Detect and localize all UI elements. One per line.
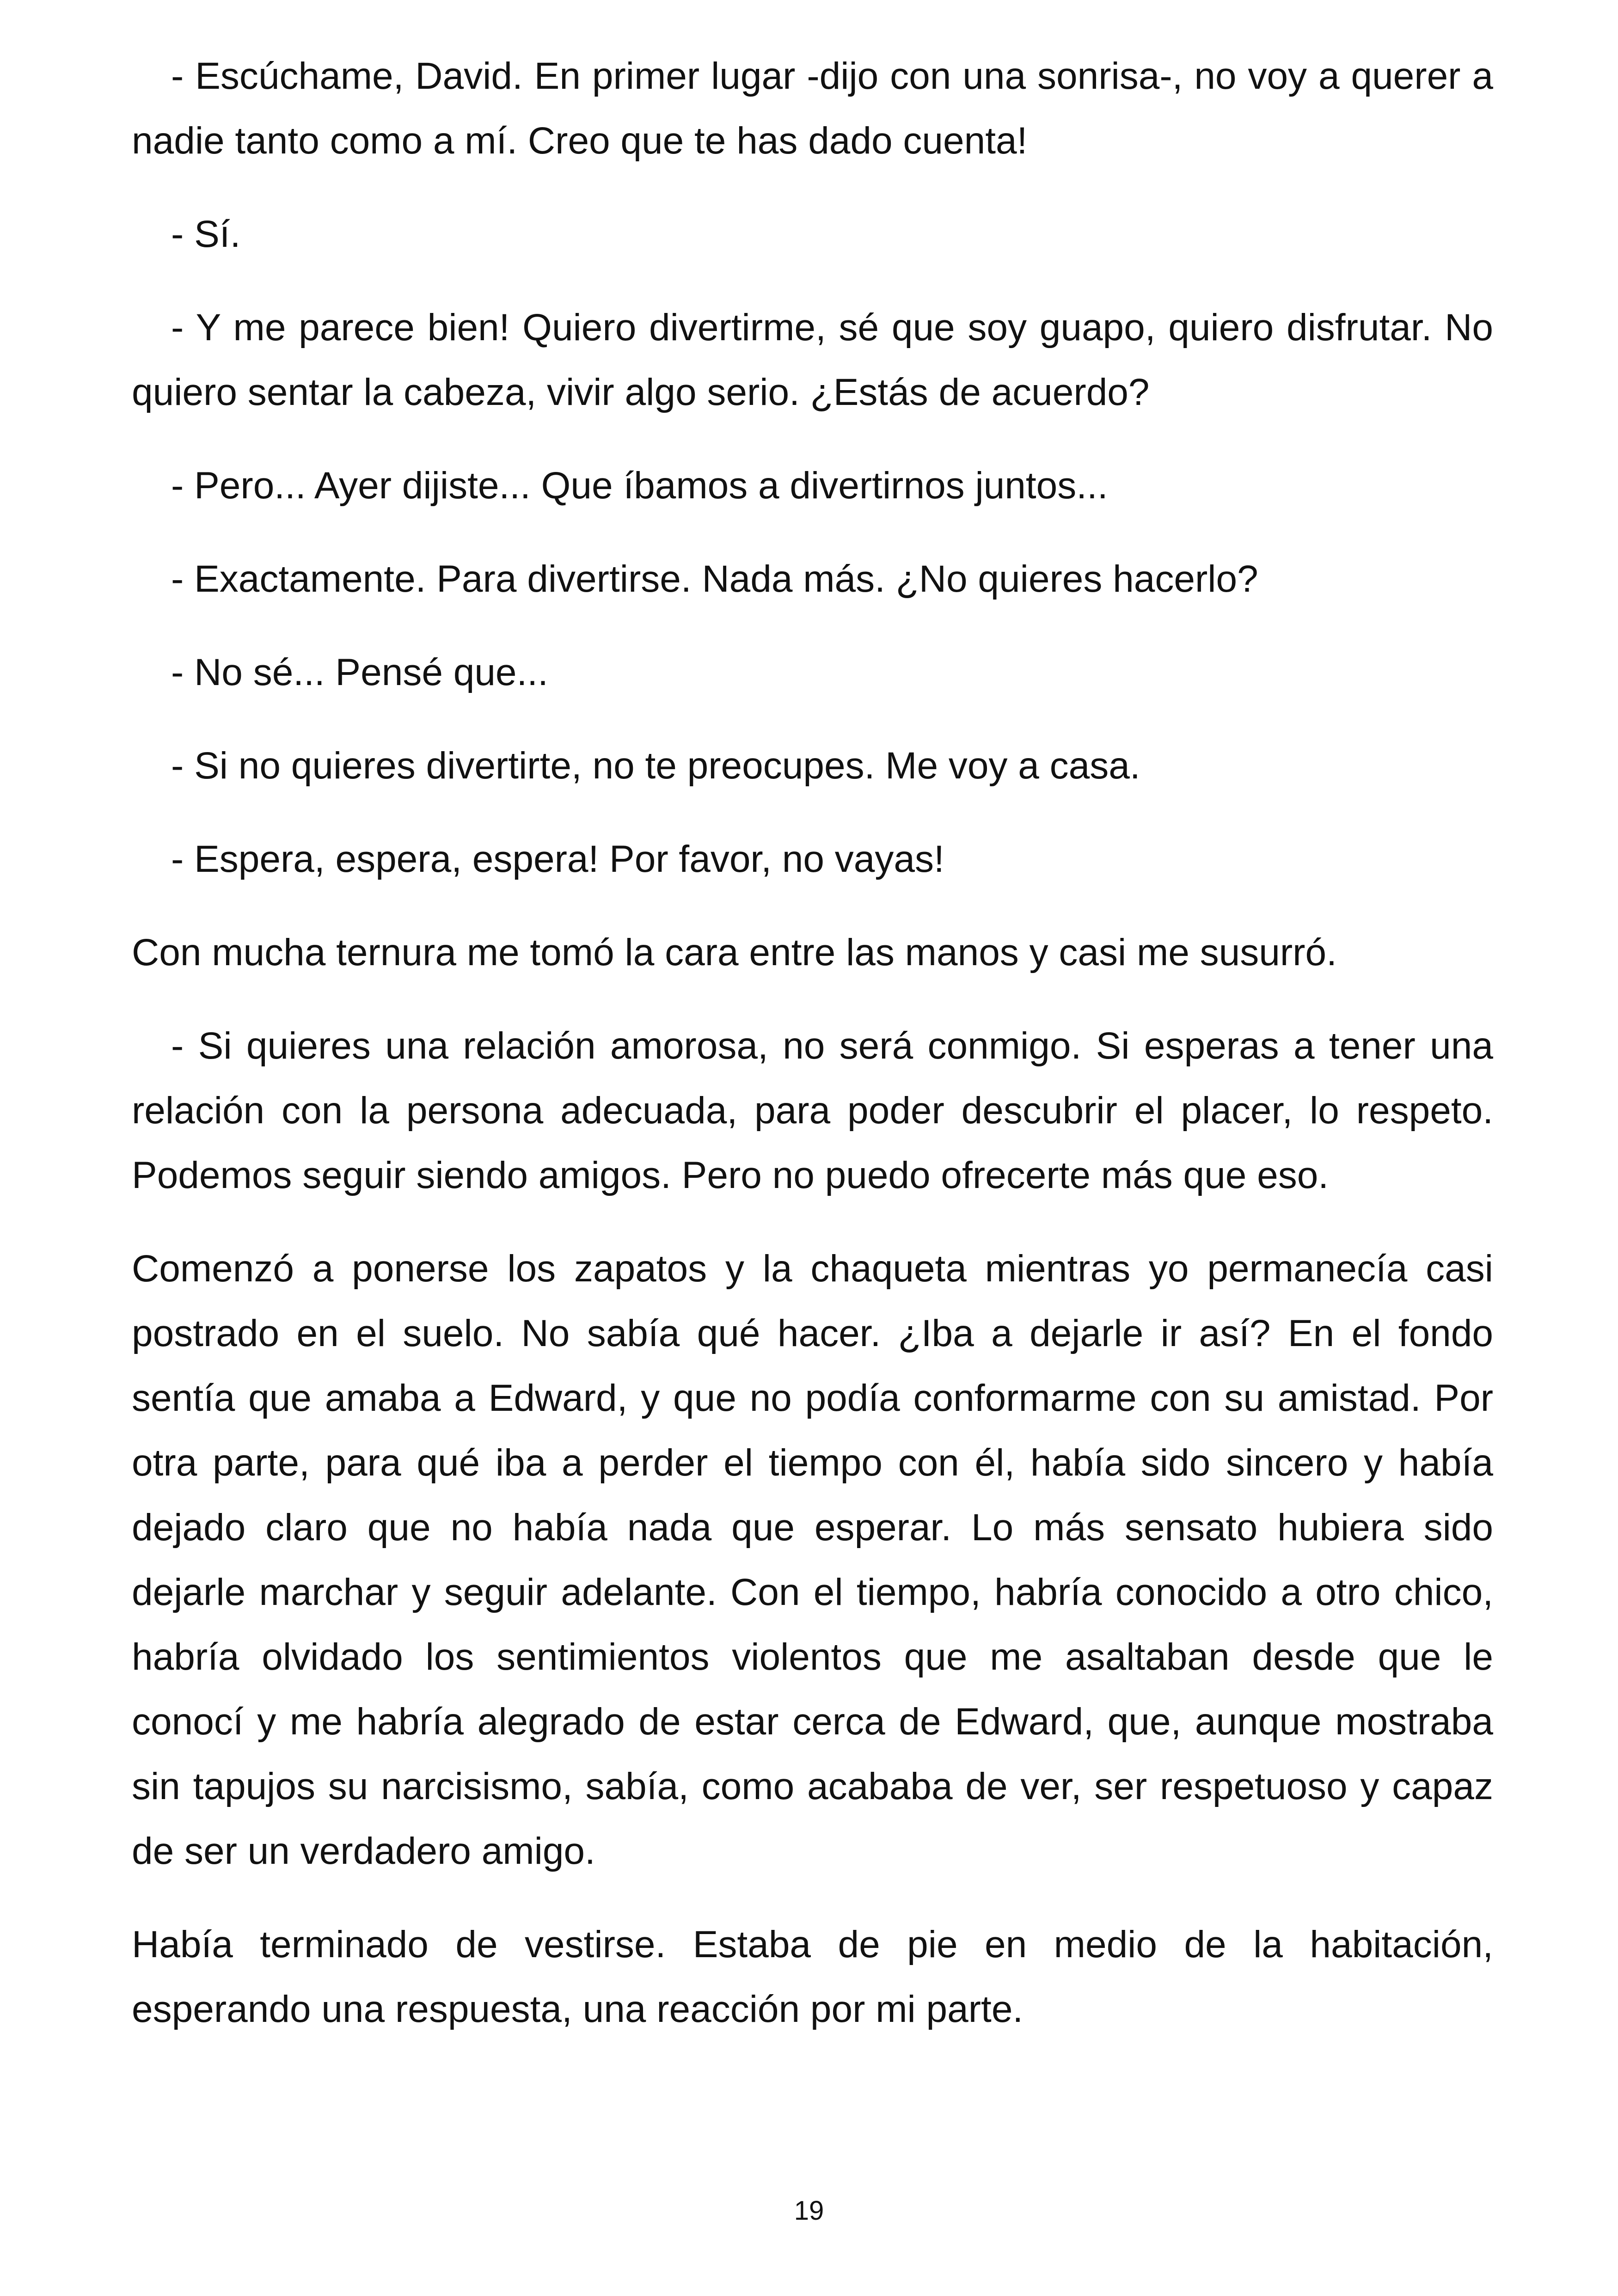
dialog-paragraph: - Espera, espera, espera! Por favor, no vayas! (171, 838, 944, 880)
dialog-paragraph: - Si quieres una relación amorosa, no será conmigo. Si esperas a tener una relación con la persona adecuada, para poder descubrir el placer, lo respeto. Podemos seguir siendo amigos. Pero no puedo ofrecerte más que eso. (132, 1025, 1493, 1196)
dialog-paragraph: - Si no quieres divertirte, no te preocupes. Me voy a casa. (171, 745, 1140, 787)
dialog-paragraph: - No sé... Pensé que... (171, 651, 548, 693)
dialog-paragraph: - Sí. (171, 213, 241, 255)
narration-paragraph: Comenzó a ponerse los zapatos y la chaqueta mientras yo permanecía casi postrado en el suelo. No sabía qué hacer. ¿Iba a dejarle ir así? En el fondo sentía que amaba a Edward, y que no podía conformarme con su amistad. Por otra parte, para qué iba a perder el tiempo con él, había sido sincero y había dejado claro que no había nada que esperar. Lo más sensato hubiera sido dejarle marchar y seguir adelante. Con el tiempo, habría conocido a otro chico, habría olvidado los sentimientos violentos que me asaltaban desde que le conocí y me habría alegrado de estar cerca de Edward, que, aunque mostraba sin tapujos su narcisismo, sabía, como acababa de ver, ser respetuoso y capaz de ser un verdadero amigo. (132, 1248, 1493, 1872)
dialog-paragraph: - Exactamente. Para divertirse. Nada más. ¿No quieres hacerlo? (171, 558, 1258, 600)
dialog-paragraph: - Y me parece bien! Quiero divertirme, sé que soy guapo, quiero disfrutar. No quiero sentar la cabeza, vivir algo serio. ¿Estás de acuerdo? (132, 306, 1493, 413)
page-body (132, 44, 1493, 2070)
narration-paragraph: Había terminado de vestirse. Estaba de pie en medio de la habitación, esperando una respuesta, una reacción por mi parte. (132, 1923, 1493, 2030)
page-number: 19 (794, 2196, 824, 2226)
narration-paragraph: Con mucha ternura me tomó la cara entre las manos y casi me susurró. (132, 931, 1337, 974)
dialog-paragraph: - Escúchame, David. En primer lugar -dijo con una sonrisa-, no voy a querer a nadie tanto como a mí. Creo que te has dado cuenta! (132, 55, 1493, 162)
dialog-paragraph: - Pero... Ayer dijiste... Que íbamos a divertirnos juntos... (171, 465, 1108, 507)
